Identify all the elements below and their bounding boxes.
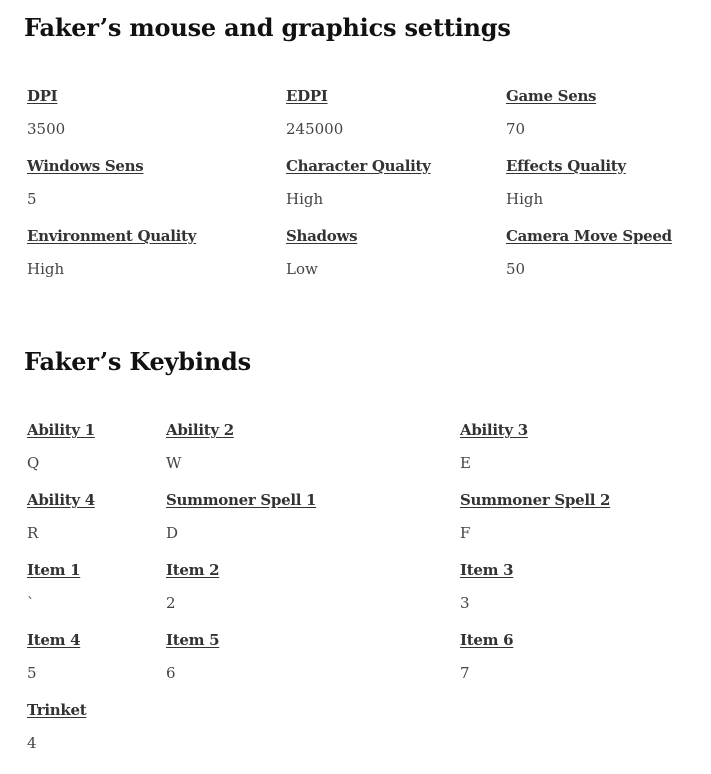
setting-environment-quality xyxy=(27,226,247,278)
keybind-value: Q xyxy=(27,454,40,472)
setting-label-link[interactable]: EDPI xyxy=(286,87,328,105)
keybind-value: W xyxy=(166,454,182,472)
keybind-label-link[interactable]: Item 2 xyxy=(166,561,220,579)
keybind-value: 2 xyxy=(166,594,176,612)
keybind-label-link[interactable]: Ability 4 xyxy=(27,491,95,509)
setting-label-link[interactable]: Game Sens xyxy=(506,87,597,105)
keybind-value: 7 xyxy=(460,664,470,682)
setting-dpi xyxy=(27,86,247,138)
setting-value: 50 xyxy=(506,260,526,278)
keybind-value: 4 xyxy=(27,734,37,752)
keybind-ability-2 xyxy=(166,420,386,472)
keybind-value: 5 xyxy=(27,664,37,682)
setting-windows-sens xyxy=(27,156,247,208)
keybind-summoner-spell-2 xyxy=(460,490,680,542)
setting-label-link[interactable]: Camera Move Speed xyxy=(506,227,672,245)
keybind-label-link[interactable]: Item 5 xyxy=(166,631,220,649)
keybind-item-5 xyxy=(166,630,386,682)
keybind-label-link[interactable]: Ability 3 xyxy=(460,421,528,439)
keybind-value: F xyxy=(460,524,471,542)
setting-value: 3500 xyxy=(27,120,66,138)
setting-value: High xyxy=(27,260,65,278)
keybind-label-link[interactable]: Summoner Spell 2 xyxy=(460,491,611,509)
setting-shadows xyxy=(286,226,506,278)
keybinds-section-title: Faker’s Keybinds xyxy=(24,347,251,376)
setting-value: 70 xyxy=(506,120,526,138)
setting-label-link[interactable]: Shadows xyxy=(286,227,358,245)
keybind-summoner-spell-1 xyxy=(166,490,386,542)
keybind-label-link[interactable]: Item 4 xyxy=(27,631,81,649)
setting-value: 5 xyxy=(27,190,37,208)
setting-effects-quality xyxy=(506,156,711,208)
setting-label-link[interactable]: Character Quality xyxy=(286,157,431,175)
keybind-value: 6 xyxy=(166,664,176,682)
keybind-label-link[interactable]: Item 3 xyxy=(460,561,514,579)
settings-section-title: Faker’s mouse and graphics settings xyxy=(24,13,511,42)
keybind-value: D xyxy=(166,524,179,542)
setting-label-link[interactable]: Environment Quality xyxy=(27,227,197,245)
setting-label-link[interactable]: DPI xyxy=(27,87,58,105)
keybind-value: E xyxy=(460,454,471,472)
setting-value: Low xyxy=(286,260,318,278)
keybind-item-6 xyxy=(460,630,680,682)
setting-label-link[interactable]: Windows Sens xyxy=(27,157,144,175)
keybind-label-link[interactable]: Item 6 xyxy=(460,631,514,649)
keybind-item-3 xyxy=(460,560,680,612)
keybind-value: R xyxy=(27,524,39,542)
keybind-value: 3 xyxy=(460,594,470,612)
keybind-trinket xyxy=(27,700,247,752)
setting-edpi xyxy=(286,86,506,138)
keybind-label-link[interactable]: Item 1 xyxy=(27,561,81,579)
setting-game-sens xyxy=(506,86,711,138)
keybind-label-link[interactable]: Ability 1 xyxy=(27,421,95,439)
keybind-ability-3 xyxy=(460,420,680,472)
keybind-label-link[interactable]: Summoner Spell 1 xyxy=(166,491,317,509)
keybind-label-link[interactable]: Ability 2 xyxy=(166,421,234,439)
setting-label-link[interactable]: Effects Quality xyxy=(506,157,626,175)
keybind-label-link[interactable]: Trinket xyxy=(27,701,87,719)
keybind-value: ` xyxy=(27,594,35,612)
setting-value: High xyxy=(286,190,324,208)
setting-character-quality xyxy=(286,156,506,208)
keybind-item-2 xyxy=(166,560,386,612)
setting-value: High xyxy=(506,190,544,208)
setting-value: 245000 xyxy=(286,120,344,138)
setting-camera-move-speed xyxy=(506,226,711,278)
